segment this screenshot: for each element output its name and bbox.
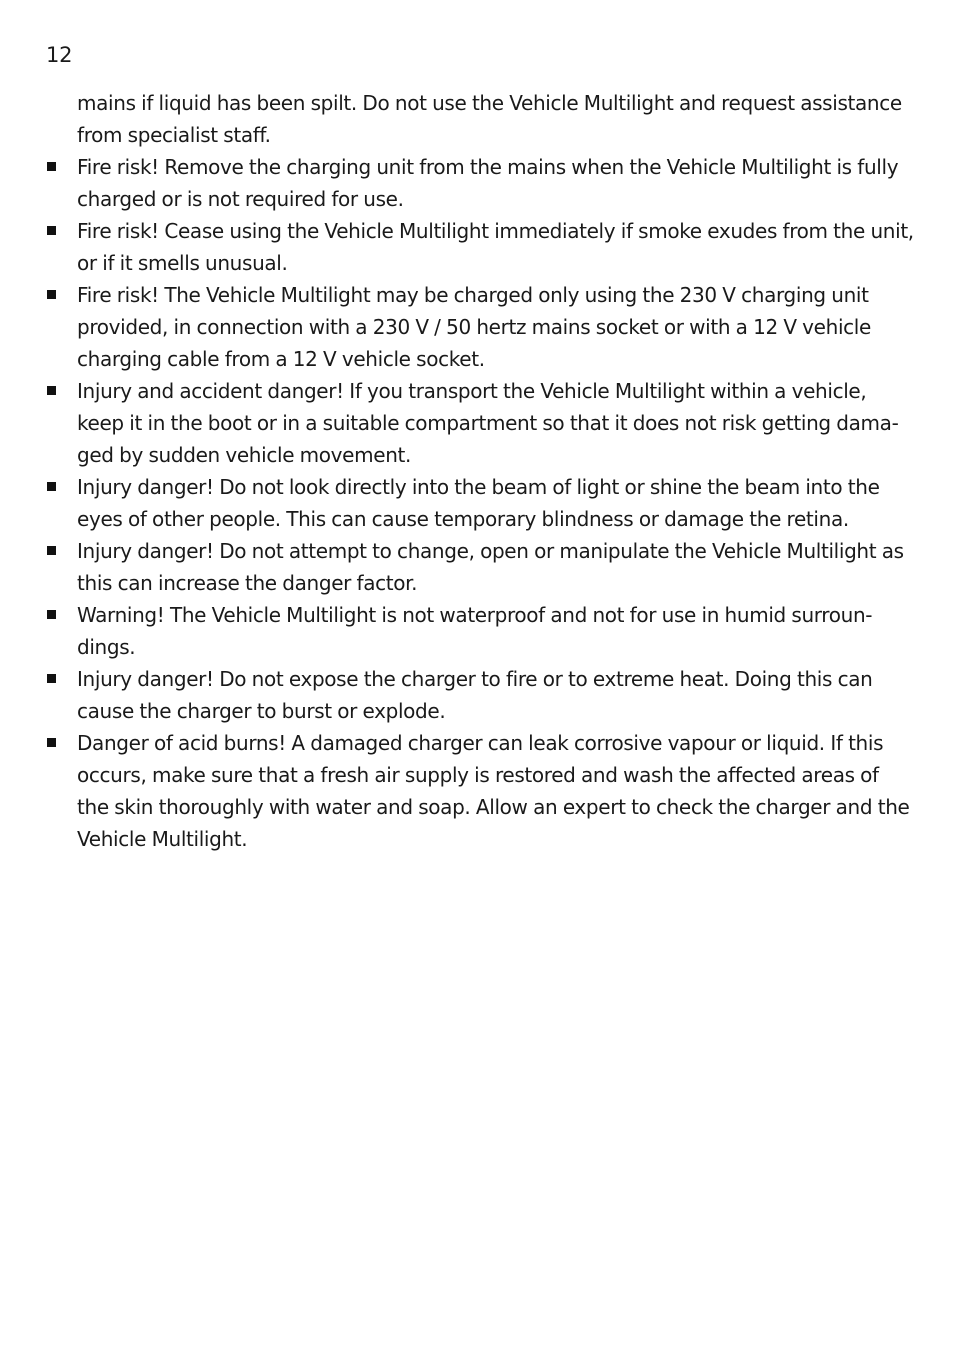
list-item bbox=[46, 663, 914, 727]
list-item-text: Fire risk! Remove the charging unit from the mains when the Vehicle Multilight is fully charged or is not required for use. bbox=[77, 155, 899, 211]
square-bullet-icon bbox=[47, 610, 56, 619]
list-item-text: Warning! The Vehicle Multilight is not waterproof and not for use in humid surroun-dings. bbox=[77, 603, 873, 659]
list-item bbox=[46, 535, 914, 599]
list-item-text: Injury danger! Do not attempt to change, open or manipulate the Vehicle Multilight as this can increase the danger factor. bbox=[77, 539, 904, 595]
list-item bbox=[46, 727, 914, 855]
square-bullet-icon bbox=[47, 226, 56, 235]
list-item bbox=[46, 375, 914, 471]
list-item-text: Danger of acid burns! A damaged charger can leak corrosive vapour or liquid. If this occurs, make sure that a fresh air supply is restored and wash the affected areas of the skin thoroughly with water and soap. Allow an expert to check the charger and the Vehicle Multilight. bbox=[77, 731, 910, 851]
square-bullet-icon bbox=[47, 482, 56, 491]
list-item bbox=[46, 215, 914, 279]
bullet-list bbox=[46, 151, 914, 855]
list-item-text: Injury danger! Do not look directly into the beam of light or shine the beam into the eyes of other people. This can cause temporary blindness or damage the retina. bbox=[77, 475, 880, 531]
list-item-text: Fire risk! The Vehicle Multilight may be charged only using the 230 V charging unit provided, in connection with a 230 V / 50 hertz mains socket or with a 12 V vehicle charging cable from a 12 V vehicle socket. bbox=[77, 283, 871, 371]
list-item bbox=[46, 151, 914, 215]
list-item bbox=[46, 279, 914, 375]
list-item bbox=[46, 471, 914, 535]
square-bullet-icon bbox=[47, 738, 56, 747]
safety-instructions bbox=[46, 87, 914, 855]
list-item-text: Injury and accident danger! If you transport the Vehicle Multilight within a vehicle, keep it in the boot or in a suitable compartment so that it does not risk getting dama-ged by sudden vehicle movement. bbox=[77, 379, 899, 467]
square-bullet-icon bbox=[47, 386, 56, 395]
square-bullet-icon bbox=[47, 674, 56, 683]
page-number: 12 bbox=[46, 43, 73, 67]
list-item bbox=[46, 599, 914, 663]
list-item-text: Fire risk! Cease using the Vehicle Multilight immediately if smoke exudes from the unit, or if it smells unusual. bbox=[77, 219, 914, 275]
square-bullet-icon bbox=[47, 546, 56, 555]
square-bullet-icon bbox=[47, 290, 56, 299]
list-item-text: Injury danger! Do not expose the charger to fire or to extreme heat. Doing this can cause the charger to burst or explode. bbox=[77, 667, 873, 723]
continued-paragraph: mains if liquid has been spilt. Do not use the Vehicle Multilight and request assistance from specialist staff. bbox=[77, 91, 902, 147]
square-bullet-icon bbox=[47, 162, 56, 171]
